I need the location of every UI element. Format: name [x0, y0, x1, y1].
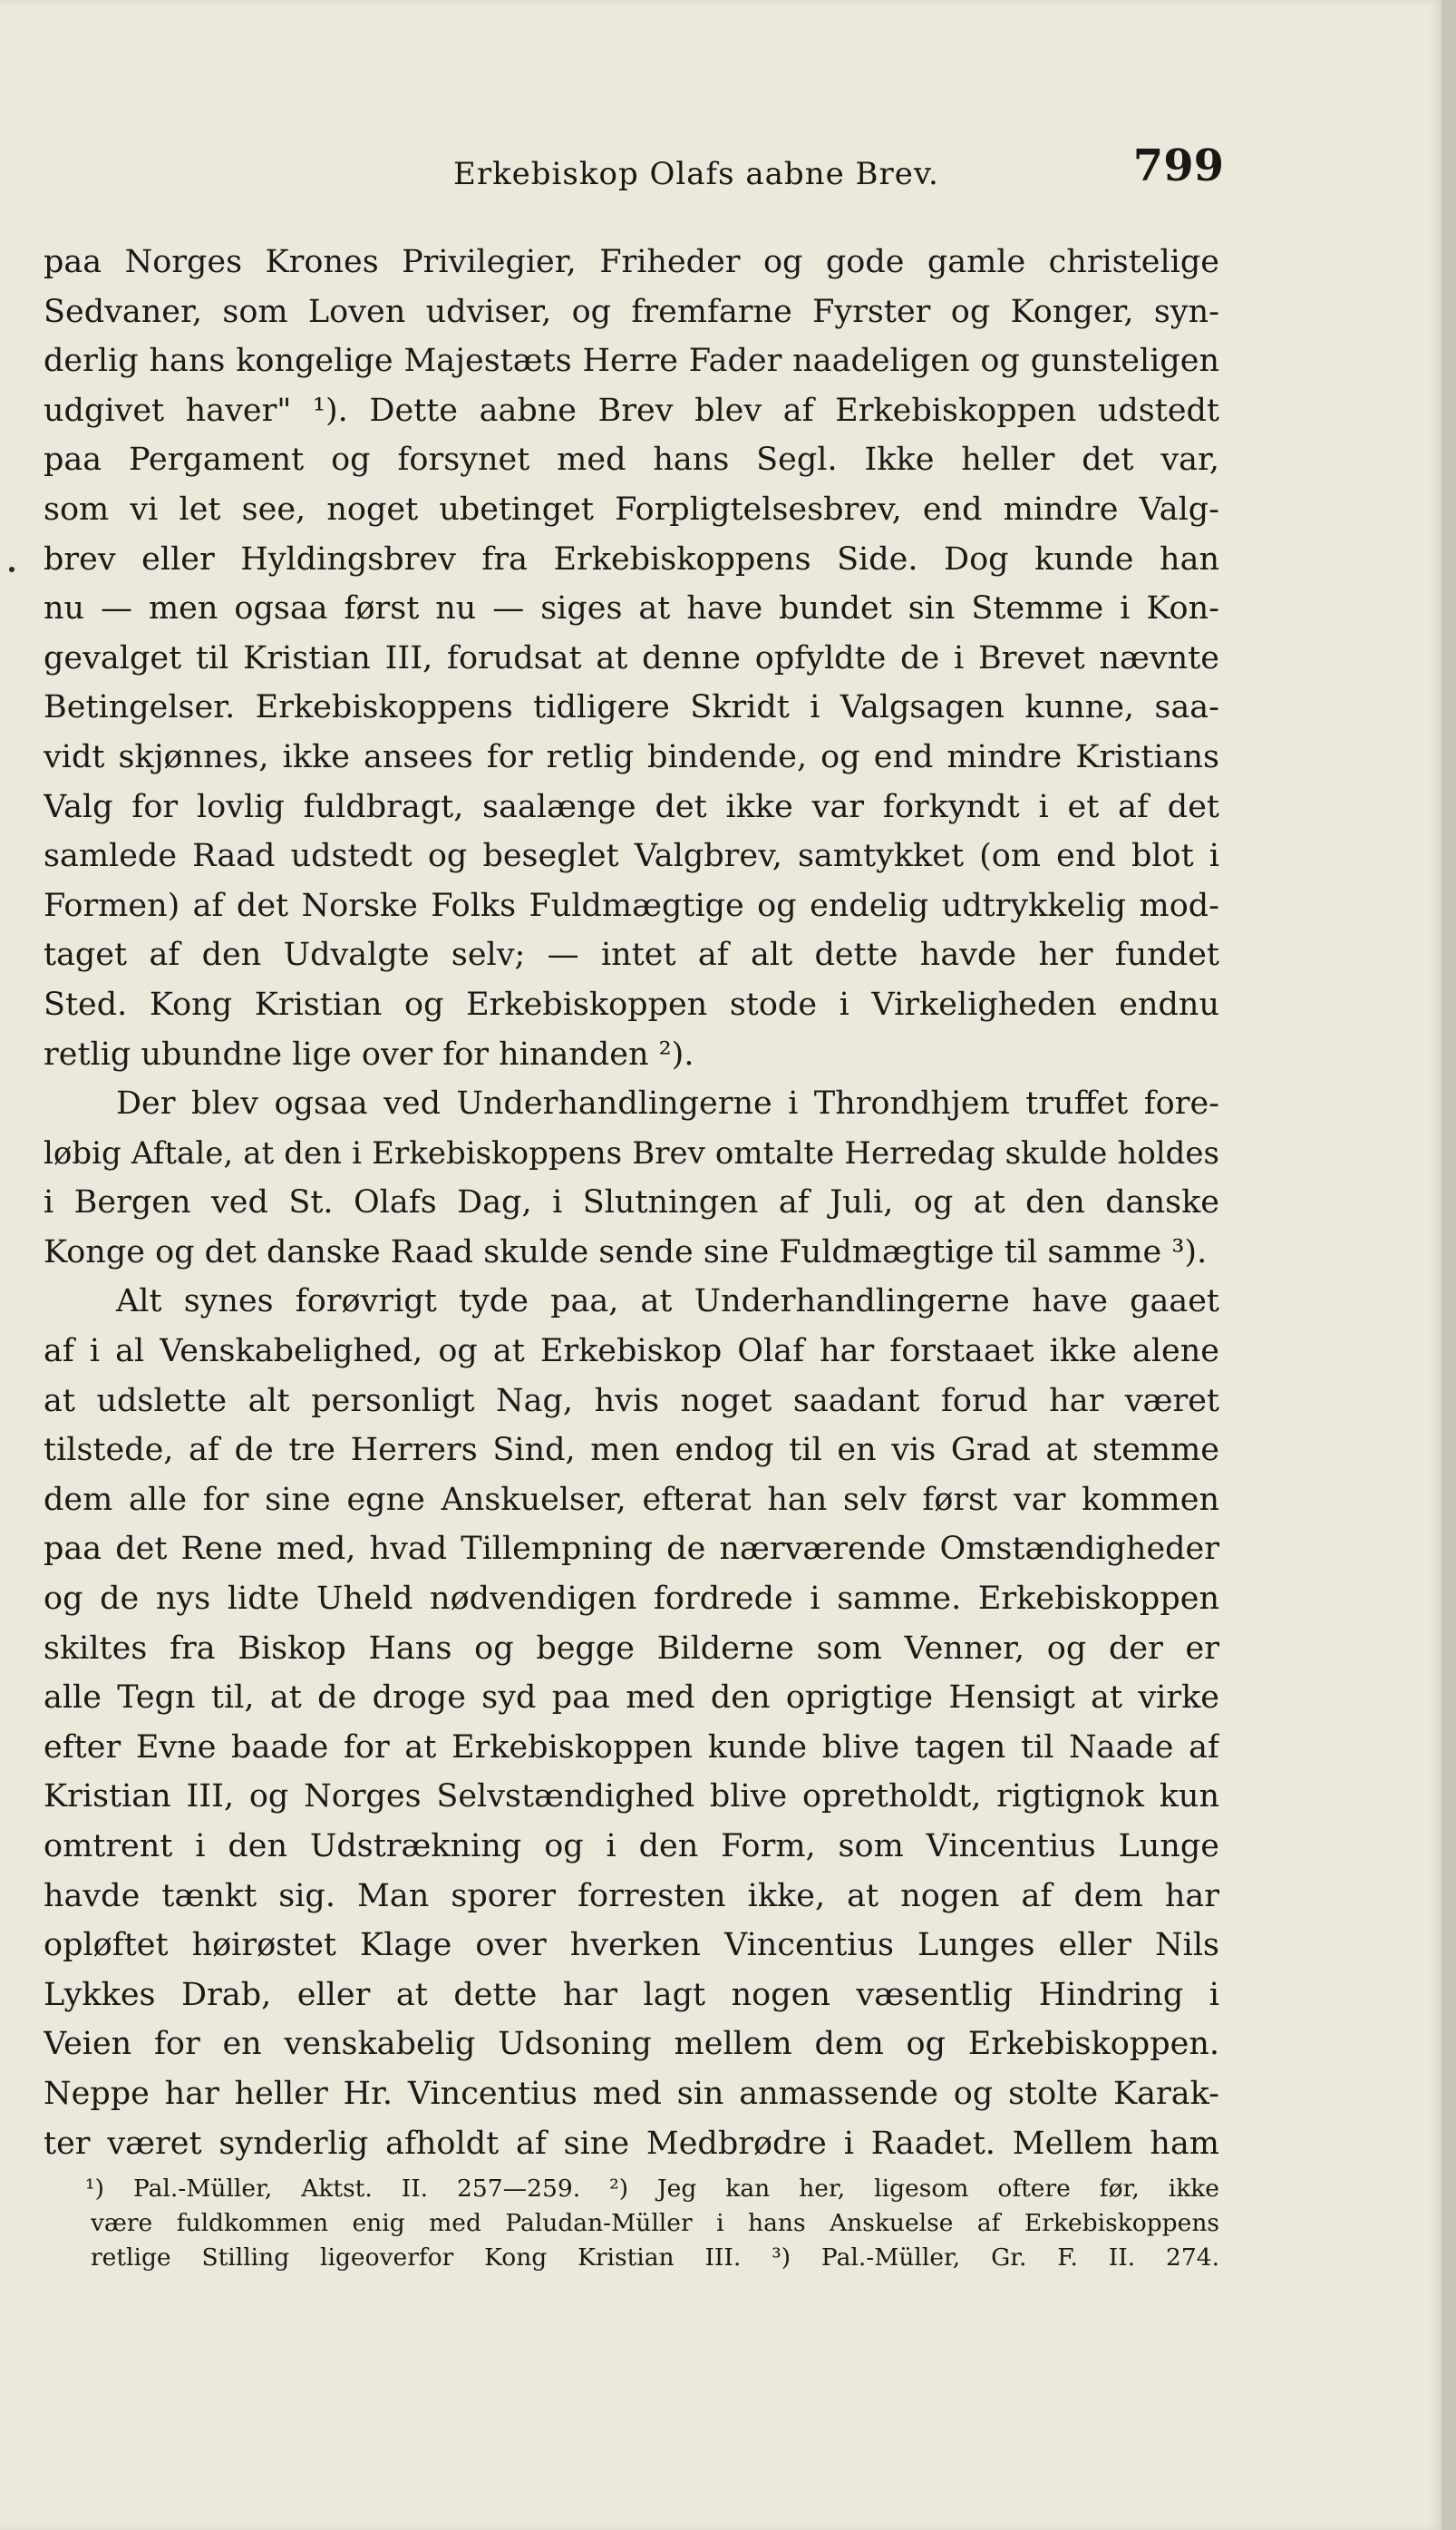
text-line: Konge og det danske Raad skulde sende sine Fuldmægtige til samme ³).	[44, 1233, 1208, 1270]
text-line: brev eller Hyldingsbrev fra Erkebiskoppens Side. Dog kunde han	[44, 540, 1219, 578]
page-number: 799	[1132, 141, 1224, 191]
text-line: efter Evne baade for at Erkebiskoppen kunde blive tagen til Naade af	[44, 1728, 1219, 1766]
text-line: samlede Raad udstedt og beseglet Valgbrev, samtykket (om end blot i	[44, 838, 1219, 875]
text-line: dem alle for sine egne Anskuelser, efterat han selv først var kommen	[44, 1481, 1219, 1518]
text-line: opløftet høirøstet Klage over hverken Vincentius Lunges eller Nils	[44, 1927, 1219, 1964]
text-line: Formen) af det Norske Folks Fuldmægtige og endelig udtrykkelig mod-	[44, 887, 1219, 924]
footnote-line: retlige Stilling ligeoverfor Kong Kristian III. ³) Pal.-Müller, Gr. F. II. 274.	[91, 2243, 1219, 2272]
text-line: vidt skjønnes, ikke ansees for retlig bindende, og end mindre Kristians	[44, 738, 1219, 775]
text-line: Kristian III, og Norges Selvstændighed blive opretholdt, rigtignok kun	[44, 1778, 1219, 1815]
text-line: alle Tegn til, at de droge syd paa med den oprigtige Hensigt at virke	[44, 1679, 1219, 1717]
text-line: i Bergen ved St. Olafs Dag, i Slutningen af Juli, og at den danske	[44, 1184, 1219, 1221]
text-line: gevalget til Kristian III, forudsat at denne opfyldte de i Brevet nævnte	[44, 639, 1219, 676]
text-line: Neppe har heller Hr. Vincentius med sin anmassende og stolte Karak-	[44, 2075, 1219, 2112]
text-line: Alt synes forøvrigt tyde paa, at Underhandlingerne have gaaet	[116, 1283, 1219, 1320]
text-line: taget af den Udvalgte selv; — intet af alt dette havde her fundet	[44, 937, 1219, 974]
text-line: som vi let see, noget ubetinget Forpligtelsesbrev, end mindre Valg-	[44, 491, 1219, 528]
text-line: Veien for en venskabelig Udsoning mellem dem og Erkebiskoppen.	[44, 2026, 1219, 2063]
text-line: Sedvaner, som Loven udviser, og fremfarne Fyrster og Konger, syn-	[44, 293, 1219, 330]
text-line: og de nys lidte Uheld nødvendigen fordrede i samme. Erkebiskoppen	[44, 1581, 1219, 1618]
footnotes	[85, 2172, 1219, 2275]
text-line: Der blev ogsaa ved Underhandlingerne i Throndhjem truffet fore-	[116, 1085, 1219, 1123]
text-line: at udslette alt personligt Nag, hvis noget saadant forud har været	[44, 1382, 1219, 1419]
body-text	[44, 238, 1219, 2168]
text-line: ter været synderlig afholdt af sine Medbrødre i Raadet. Mellem ham	[44, 2125, 1219, 2162]
text-line: Betingelser. Erkebiskoppens tidligere Skridt i Valgsagen kunne, saa-	[44, 689, 1219, 726]
text-line: af i al Venskabelighed, og at Erkebiskop Olaf har forstaaet ikke alene	[44, 1333, 1219, 1370]
text-line: skiltes fra Biskop Hans og begge Bilderne som Venner, og der er	[44, 1630, 1219, 1667]
page-header	[0, 136, 1441, 199]
text-line: havde tænkt sig. Man sporer forresten ikke, at nogen af dem har	[44, 1877, 1219, 1914]
text-line: Lykkes Drab, eller at dette har lagt nogen væsentlig Hindring i	[44, 1976, 1219, 2013]
text-line: retlig ubundne lige over for hinanden ²).	[44, 1036, 694, 1073]
text-line: paa det Rene med, hvad Tillempning de nærværende Omstændigheder	[44, 1531, 1219, 1568]
text-line: Valg for lovlig fuldbragt, saalænge det ikke var forkyndt i et af det	[44, 788, 1219, 825]
text-line: paa Pergament og forsynet med hans Segl. Ikke heller det var,	[44, 442, 1219, 479]
margin-mark	[9, 567, 15, 572]
text-line: nu — men ogsaa først nu — siges at have bundet sin Stemme i Kon-	[44, 590, 1219, 628]
text-line: tilstede, af de tre Herrers Sind, men endog til en vis Grad at stemme	[44, 1432, 1219, 1469]
text-line: udgivet haver" ¹). Dette aabne Brev blev af Erkebiskoppen udstedt	[44, 392, 1219, 429]
page-edge	[1441, 0, 1456, 2530]
text-line: Sted. Kong Kristian og Erkebiskoppen stode i Virkeligheden endnu	[44, 986, 1219, 1023]
text-line: løbig Aftale, at den i Erkebiskoppens Brev omtalte Herredag skulde holdes	[44, 1134, 1219, 1172]
text-line: derlig hans kongelige Majestæts Herre Fader naadeligen og gunsteligen	[44, 343, 1219, 380]
footnote-line: være fuldkommen enig med Paludan-Müller i hans Anskuelse af Erkebiskoppens	[91, 2209, 1219, 2237]
running-head: Erkebiskop Olafs aabne Brev.	[453, 156, 939, 192]
text-line: paa Norges Krones Privilegier, Friheder og gode gamle christelige	[44, 244, 1219, 280]
footnote-line: ¹) Pal.-Müller, Aktst. II. 257—259. ²) Jeg kan her, ligesom oftere før, ikke	[85, 2175, 1219, 2203]
text-line: omtrent i den Udstrækning og i den Form, som Vincentius Lunge	[44, 1828, 1219, 1864]
